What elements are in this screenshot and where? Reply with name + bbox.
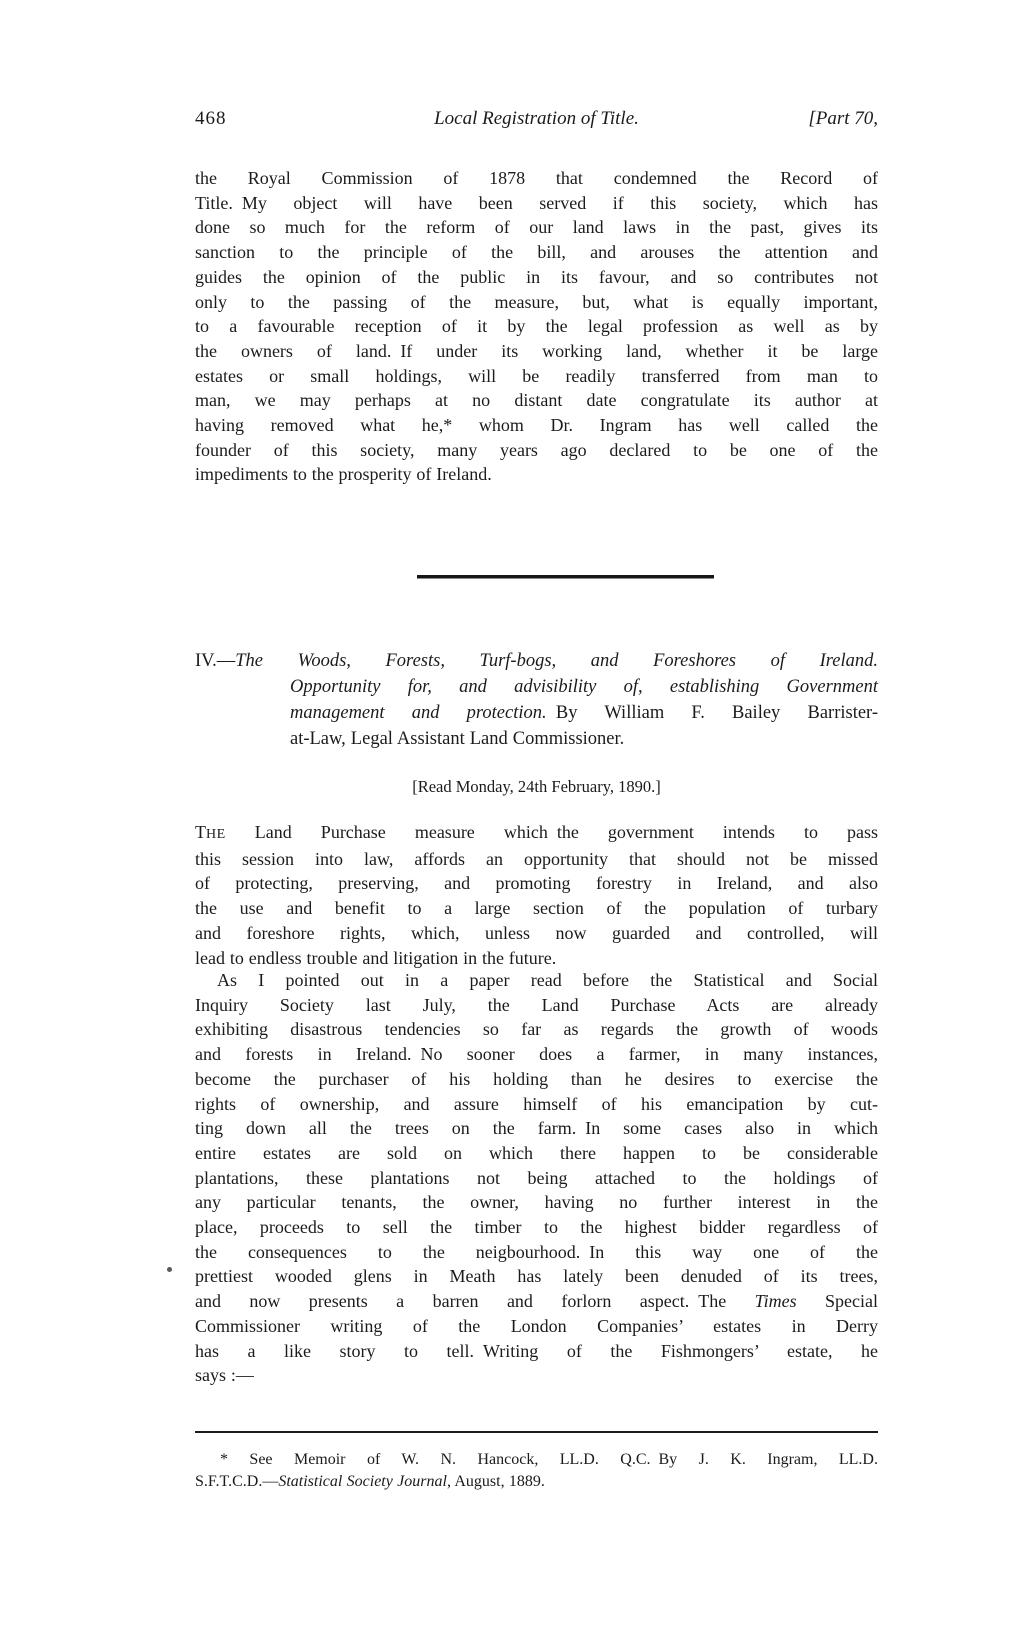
text-segment: done so much for the reform of our land laws in the past, gives its	[195, 217, 878, 238]
text-segment: and foreshore rights, which, unless now guarded and controlled, will	[195, 922, 878, 943]
text-segment: only to the passing of the measure, but, what is equally important,	[195, 291, 878, 312]
text-segment: impediments to the prosperity of Ireland.	[195, 464, 492, 485]
text-segment: man, we may perhaps at no distant date congratulate its author at	[195, 390, 878, 411]
text-segment: management and protection.	[290, 703, 547, 723]
text-segment: The Woods, Forests, Turf-bogs, and Foreshores of Ireland.	[235, 651, 878, 671]
section-heading	[195, 648, 878, 752]
text-segment: entire estates are sold on which there happen to be considerable	[195, 1142, 878, 1163]
text-segment: place, proceeds to sell the timber to the highest bidder regardless of	[195, 1217, 878, 1238]
text-segment: has a like story to tell. Writing of the Fishmongers’ estate, he	[195, 1340, 878, 1361]
footnote-rule	[195, 1431, 878, 1433]
text-line	[195, 648, 878, 674]
text-segment: ting down all the trees on the farm. In some cases also in which	[195, 1118, 878, 1139]
text-line	[195, 240, 878, 265]
text-line	[195, 1363, 878, 1388]
text-line	[195, 462, 878, 487]
text-segment: the consequences to the neigbourhood. In this way one of the	[195, 1241, 878, 1262]
text-line	[195, 1141, 878, 1166]
text-line	[195, 1471, 878, 1493]
text-segment: become the purchaser of his holding than he desires to exercise the	[195, 1068, 878, 1089]
text-line	[195, 1339, 878, 1364]
text-line	[290, 700, 878, 726]
text-line	[195, 1190, 878, 1215]
text-line	[195, 290, 878, 315]
text-line	[195, 215, 878, 240]
text-line	[195, 314, 878, 339]
text-segment: to a favourable reception of it by the legal profession as well as by	[195, 316, 878, 337]
text-line	[195, 871, 878, 896]
page-header	[195, 108, 878, 130]
text-line	[195, 1067, 878, 1092]
text-line	[195, 1215, 878, 1240]
text-segment: estates or small holdings, will be readily transferred from man to	[195, 365, 878, 386]
text-segment: S.F.T.C.D.—	[195, 1472, 279, 1490]
paragraph-continuation	[195, 166, 878, 487]
text-line	[195, 191, 878, 216]
text-line	[195, 896, 878, 921]
text-line	[290, 674, 878, 700]
text-line	[195, 1289, 878, 1314]
text-line	[195, 820, 878, 847]
text-segment: having removed what he,* whom Dr. Ingram has well called the	[195, 415, 878, 436]
text-segment: says :—	[195, 1365, 254, 1386]
page-number: 468	[195, 108, 227, 129]
text-line	[195, 364, 878, 389]
text-segment: prettiest wooded glens in Meath has lately been denuded of its trees,	[195, 1266, 878, 1287]
text-line	[195, 1116, 878, 1141]
text-line	[195, 1264, 878, 1289]
text-segment: guides the opinion of the public in its favour, and so contributes not	[195, 266, 878, 287]
text-line	[195, 438, 878, 463]
footnote	[195, 1449, 878, 1492]
text-segment: any particular tenants, the owner, having no further interest in the	[195, 1192, 878, 1213]
text-line	[195, 265, 878, 290]
text-segment: Statistical Society Journal	[278, 1472, 447, 1490]
text-line	[290, 726, 878, 752]
text-segment: this session into law, affords an opportunity that should not be missed	[195, 848, 878, 869]
text-segment: rights of ownership, and assure himself of his emancipation by cut-	[195, 1093, 878, 1114]
text-segment: , August, 1889.	[446, 1472, 545, 1490]
text-line	[195, 847, 878, 872]
text-segment: T	[195, 822, 206, 842]
part-label: [Part 70,	[808, 108, 878, 129]
text-line	[195, 921, 878, 946]
text-segment: and now presents a barren and forlorn aspect. The	[195, 1291, 755, 1312]
text-line	[195, 1449, 878, 1471]
text-segment: Commissioner writing of the London Companies’ estates in Derry	[195, 1315, 878, 1336]
paragraph-observations	[195, 968, 878, 1388]
text-segment: lead to endless trouble and litigation in the future.	[195, 947, 557, 968]
text-segment: As I pointed out in a paper read before the Statistical and Social	[217, 970, 878, 990]
text-segment: HE	[206, 826, 226, 842]
text-line	[195, 339, 878, 364]
text-line	[195, 946, 878, 971]
text-line	[195, 166, 878, 191]
text-line	[195, 1042, 878, 1067]
text-line	[195, 1092, 878, 1117]
text-segment: the use and benefit to a large section of the population of turbary	[195, 898, 878, 919]
text-line	[195, 1240, 878, 1265]
text-line	[195, 388, 878, 413]
text-segment: at-Law, Legal Assistant Land Commissioner.	[290, 729, 625, 749]
text-segment: of protecting, preserving, and promoting forestry in Ireland, and also	[195, 873, 878, 894]
section-divider-rule	[417, 575, 714, 579]
text-segment: and forests in Ireland. No sooner does a farmer, in many instances,	[195, 1044, 878, 1065]
text-line	[195, 993, 878, 1018]
text-segment: IV.—	[195, 651, 236, 671]
text-segment: Times	[754, 1291, 797, 1312]
text-segment: exhibiting disastrous tendencies so far as regards the growth of woods	[195, 1019, 878, 1040]
ink-speck	[167, 1267, 172, 1272]
text-segment: founder of this society, many years ago declared to be one of the	[195, 439, 878, 460]
text-segment: the owners of land. If under its working land, whether it be large	[195, 340, 878, 361]
text-segment: Opportunity for, and advisibility of, establishing Government	[290, 677, 878, 697]
read-note: [Read Monday, 24th February, 1890.]	[412, 777, 661, 796]
running-title: Local Registration of Title.	[434, 108, 639, 129]
text-segment: Title. My object will have been served if this society, which has	[195, 192, 878, 213]
text-line	[195, 968, 878, 993]
text-segment: Special	[796, 1291, 878, 1312]
text-segment: the Royal Commission of 1878 that condemned the Record of	[195, 168, 878, 188]
text-segment: plantations, these plantations not being attached to the holdings of	[195, 1167, 878, 1188]
paragraph-intro	[195, 820, 878, 970]
text-segment: By William F. Bailey Barrister-	[546, 703, 878, 723]
text-line	[195, 1314, 878, 1339]
text-line	[195, 1166, 878, 1191]
text-line	[195, 413, 878, 438]
text-segment: Land Purchase measure which the government intends to pass	[225, 822, 878, 842]
text-line	[195, 1017, 878, 1042]
text-segment: Inquiry Society last July, the Land Purchase Acts are already	[195, 994, 878, 1015]
text-segment: sanction to the principle of the bill, and arouses the attention and	[195, 242, 878, 263]
text-segment: * See Memoir of W. N. Hancock, LL.D. Q.C. By J. K. Ingram, LL.D.	[220, 1451, 878, 1468]
